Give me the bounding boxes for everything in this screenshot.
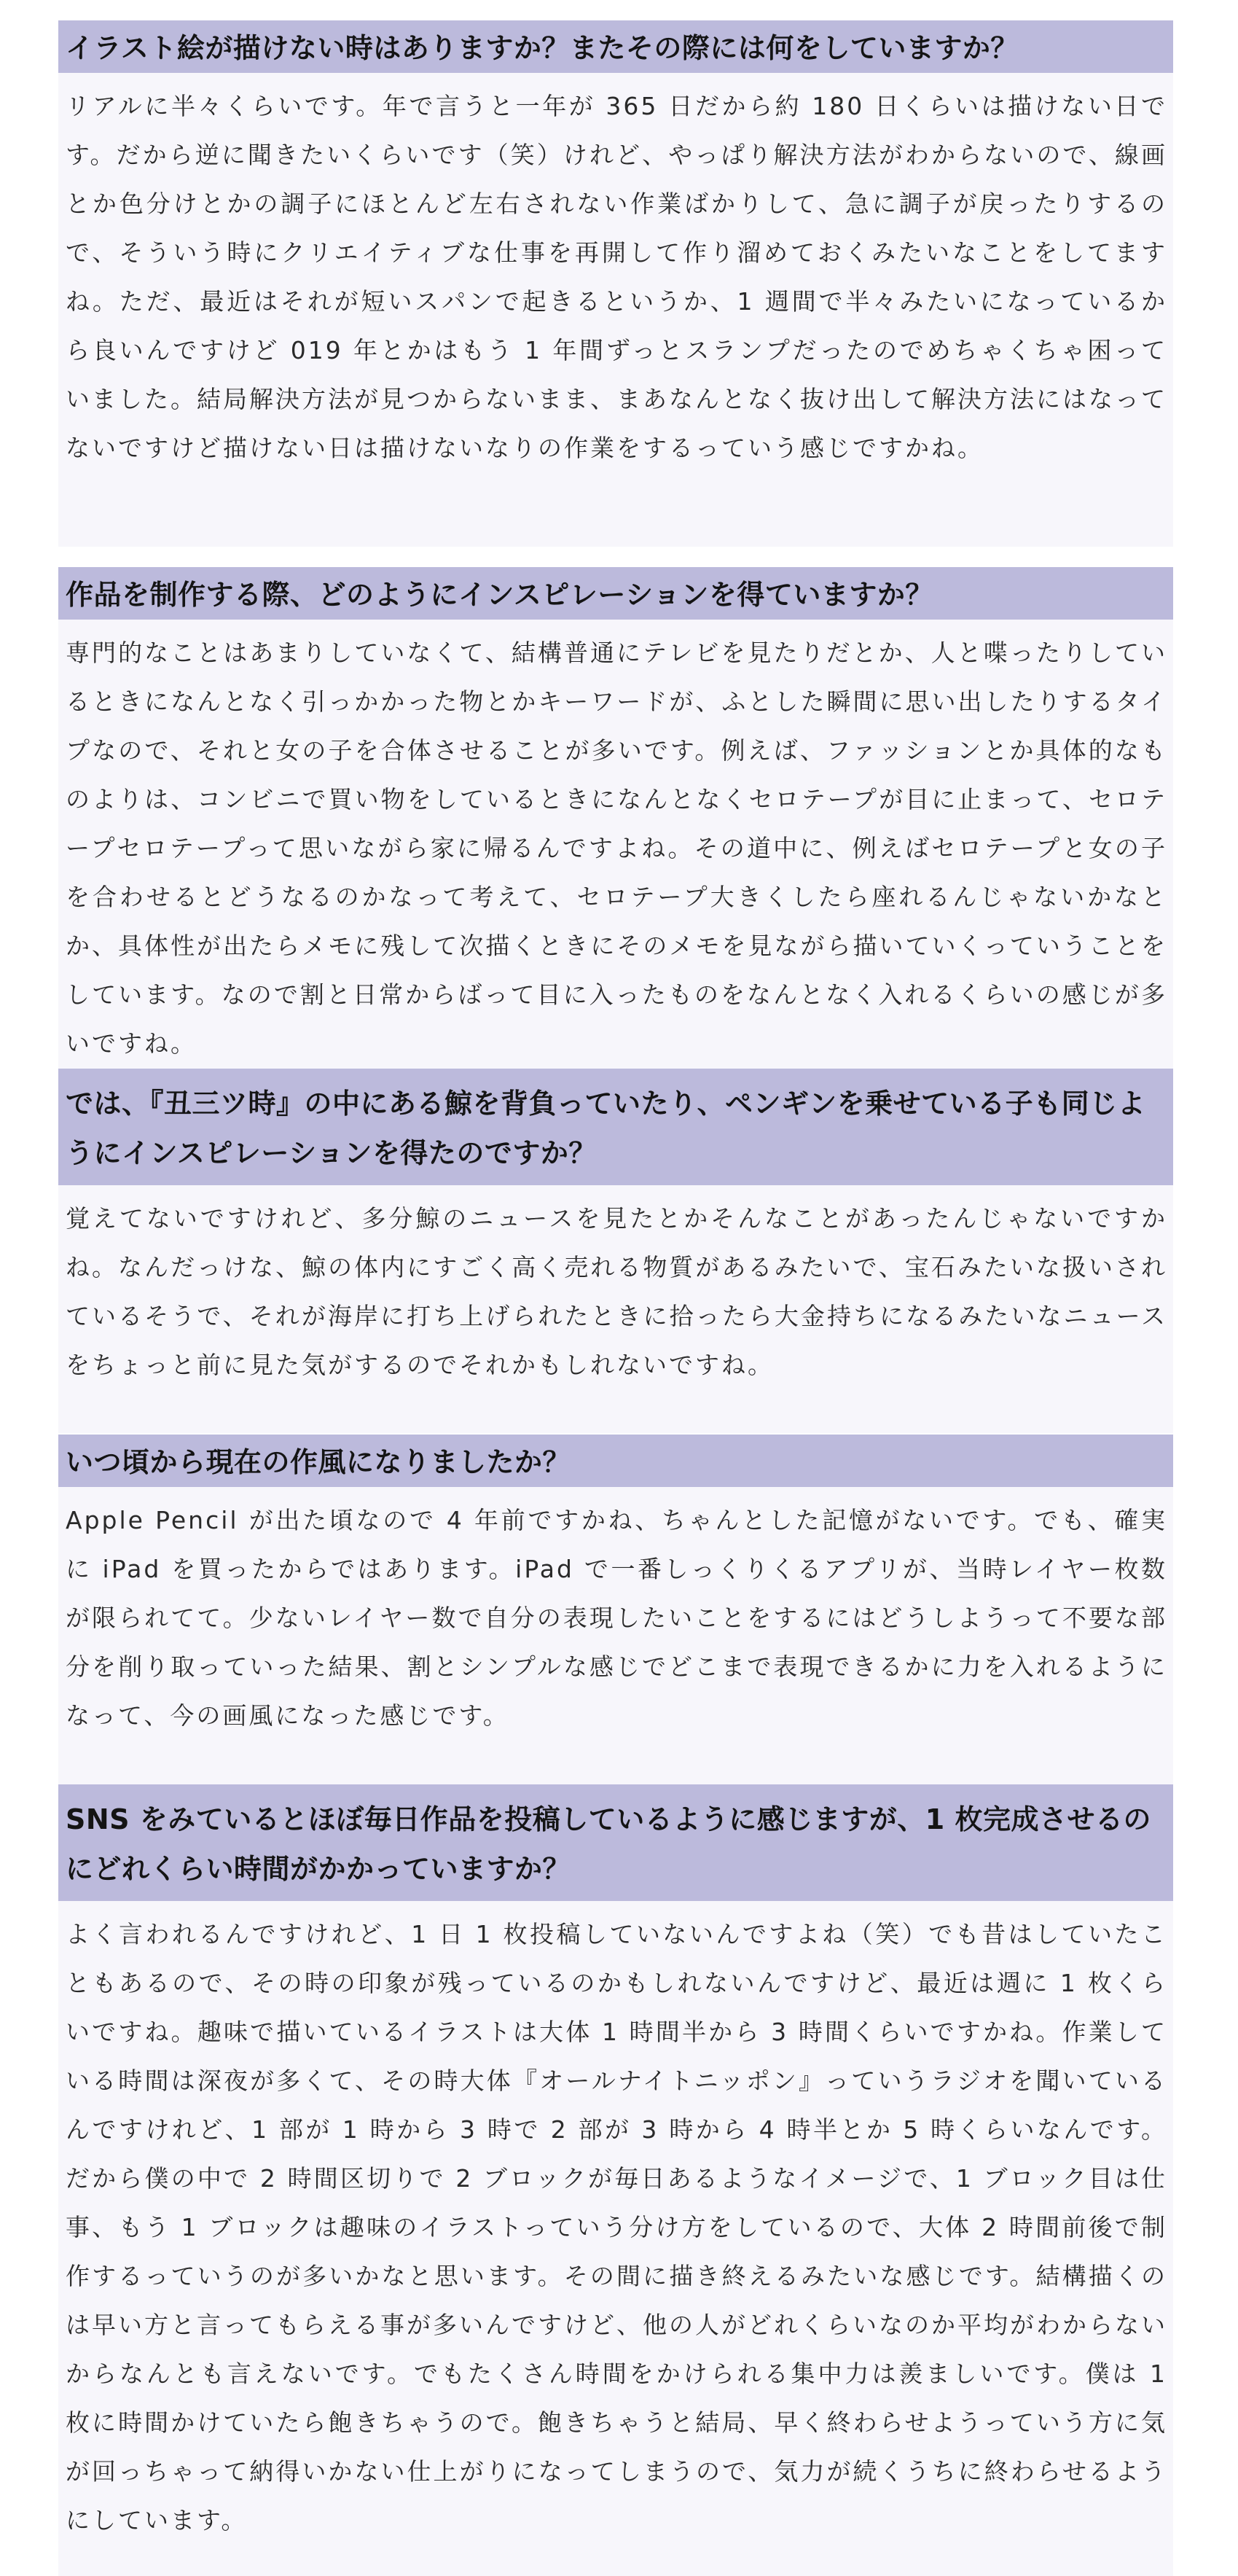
answer-box — [58, 1487, 1173, 1793]
answer-box — [58, 620, 1173, 1112]
qa-section-2 — [58, 567, 1173, 1112]
question-bar — [58, 1784, 1173, 1901]
qa-section-4 — [58, 1435, 1173, 1793]
question-bar — [58, 1069, 1173, 1185]
question-bar — [58, 1435, 1173, 1487]
question-heading: いつ頃から現在の作風になりましたか？ — [66, 1446, 571, 1478]
qa-section-5 — [58, 1784, 1173, 2576]
question-bar — [58, 567, 1173, 620]
question-heading: SNS をみているとほぼ毎日作品を投稿しているように感じますが、1 枚完成させるのにどれくらい時間がかかっていますか？ — [66, 1803, 1151, 1885]
qa-section-1 — [58, 20, 1173, 547]
answer-box — [58, 73, 1173, 547]
question-heading: では、『丑三ツ時』の中にある鯨を背負っていたり、ペンギンを乗せている子も同じようにインスピレーションを得たのですか？ — [66, 1088, 1146, 1169]
answer-box — [58, 1185, 1173, 1433]
question-heading: 作品を制作する際、どのようにインスピレーションを得ていますか？ — [66, 579, 933, 611]
qa-section-3 — [58, 1069, 1173, 1433]
question-heading: イラスト絵が描けない時はありますか？またその際には何をしていますか？ — [66, 32, 1019, 64]
answer-text: 専門的なことはあまりしていなくて、結構普通にテレビを見たりだとか、人と喋ったりしているときになんとなく引っかかった物とかキーワードが、ふとした瞬間に思い出したりするタイプなので、それと女の子を合体させることが多いです。例えば、ファッションとか具体的なものよりは、コンビニで買い物をしているときになんとなくセロテープが目に止まって、セロテープセロテープって思いながら家に帰るんですよね。その道中に、例えばセロテープと女の子を合わせるとどうなるのかなって考えて、セロテープ大きくしたら座れるんじゃないかなとか、具体性が出たらメモに残して次描くときにそのメモを見ながら描いていくっていうことをしています。なので割と日常からばって目に入ったものをなんとなく入れるくらいの感じが多いですね。 — [66, 639, 1167, 1058]
answer-text: 覚えてないですけれど、多分鯨のニュースを見たとかそんなことがあったんじゃないですかね。なんだっけな、鯨の体内にすごく高く売れる物質があるみたいで、宝石みたいな扱いされているそうで、それが海岸に打ち上げられたときに拾ったら大金持ちになるみたいなニュースをちょっと前に見た気がするのでそれかもしれないですね。 — [66, 1204, 1167, 1379]
question-bar — [58, 20, 1173, 73]
answer-box — [58, 1901, 1173, 2576]
answer-text: Apple Pencil が出た頃なので 4 年前ですかね、ちゃんとした記憶がないです。でも、確実に iPad を買ったからではあります。iPad で一番しっくりくるアプリが、当時レイヤー枚数が限られてて。少ないレイヤー数で自分の表現したいことをするにはどうしようって不要な部分を削り取っていった結果、割とシンプルな感じでどこまで表現できるかに力を入れるようになって、今の画風になった感じです。 — [66, 1506, 1167, 1730]
answer-text: よく言われるんですけれど、1 日 1 枚投稿していないんですよね（笑）でも昔はしていたこともあるので、その時の印象が残っているのかもしれないんですけど、最近は週に 1 枚くらいですね。趣味で描いているイラストは大体 1 時間半から 3 時間くらいですかね。作業している時間は深夜が多くて、その時大体『オールナイトニッポン』っていうラジオを聞いているんですけれど、1 部が 1 時から 3 時で 2 部が 3 時から 4 時半とか 5 時くらいなんです。だから僕の中で 2 時間区切りで 2 ブロックが毎日あるようなイメージで、1 ブロック目は仕事、もう 1 ブロックは趣味のイラストっていう分け方をしているので、大体 2 時間前後で制作するっていうのが多いかなと思います。その間に描き終えるみたいな感じです。結構描くのは早い方と言ってもらえる事が多いんですけど、他の人がどれくらいなのか平均がわからないからなんとも言えないです。でもたくさん時間をかけられる集中力は羨ましいです。僕は 1 枚に時間かけていたら飽きちゃうので。飽きちゃうと結局、早く終わらせようっていう方に気が回っちゃって納得いかない仕上がりになってしまうので、気力が続くうちに終わらせるようにしています。 — [66, 1920, 1167, 2534]
answer-text: リアルに半々くらいです。年で言うと一年が 365 日だから約 180 日くらいは描けない日です。だから逆に聞きたいくらいです（笑）けれど、やっぱり解決方法がわからないので、線画とか色分けとかの調子にほとんど左右されない作業ばかりして、急に調子が戻ったりするので、そういう時にクリエイティブな仕事を再開して作り溜めておくみたいなことをしてますね。ただ、最近はそれが短いスパンで起きるというか、1 週間で半々みたいになっているから良いんですけど 019 年とかはもう 1 年間ずっとスランプだったのでめちゃくちゃ困っていました。結局解決方法が見つからないまま、まあなんとなく抜け出して解決方法にはなってないですけど描けない日は描けないなりの作業をするっていう感じですかね。 — [66, 92, 1167, 462]
